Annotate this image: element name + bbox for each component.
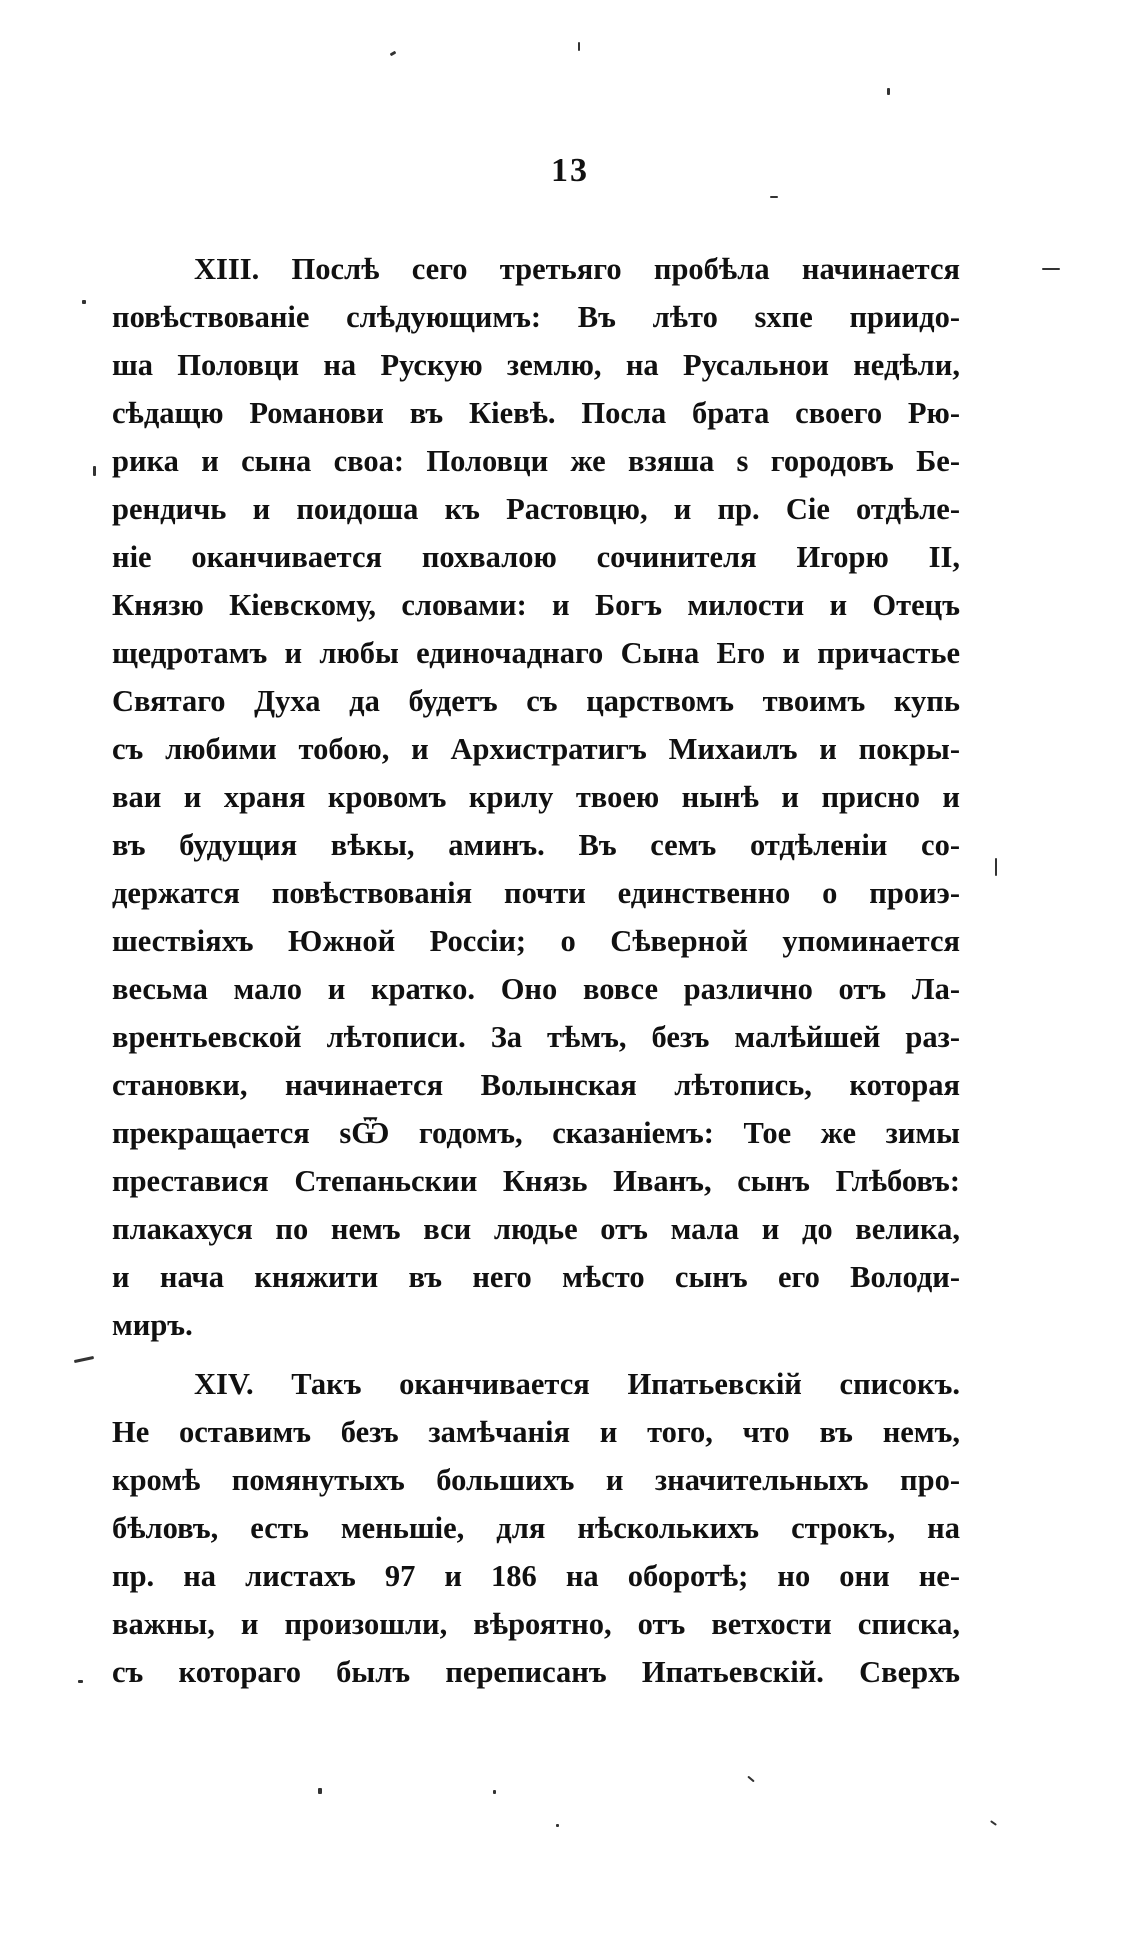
text-line: прекращается ѕѾ годомъ, сказаніемъ: Тое же зимы	[112, 1116, 960, 1150]
text-line: ніе оканчивается похвалою сочинителя Игорю II,	[112, 540, 960, 574]
text-line: ша Половци на Рускую землю, на Русальнои недѣли,	[112, 348, 960, 382]
text-line: преставися Степаньскии Князь Иванъ, сынъ Глѣбовъ:	[112, 1164, 960, 1198]
page-number: 13	[551, 152, 589, 189]
scan-speck	[747, 1776, 754, 1783]
scan-speck	[390, 51, 397, 57]
text-line: повѣствованіе слѣдующимъ: Въ лѣто ѕхпе приидо-	[112, 300, 960, 334]
scan-speck	[318, 1788, 322, 1794]
scan-speck	[78, 1680, 83, 1683]
section-xiv-paragraph	[112, 1360, 960, 1696]
scan-speck	[93, 466, 96, 476]
scan-speck	[995, 858, 997, 876]
text-line: держатся повѣствованія почти единственно о проиэ-	[112, 876, 960, 910]
text-line: шествіяхъ Южной Россіи; о Сѣверной упоминается	[112, 924, 960, 958]
text-line: пр. на листахъ 97 и 186 на оборотѣ; но они не-	[112, 1559, 960, 1593]
text-line: Святаго Духа да будетъ съ царствомъ твоимъ купь	[112, 684, 960, 718]
scan-speck	[493, 1790, 496, 1794]
scan-speck	[74, 1356, 94, 1363]
text-line: съ любими тобою, и Архистратигъ Михаилъ и покры-	[112, 732, 960, 766]
text-line: Не оставимъ безъ замѣчанія и того, что въ немъ,	[112, 1415, 960, 1449]
text-line: съ котораго былъ переписанъ Ипатьевскій. Сверхъ	[112, 1655, 960, 1689]
scan-speck	[887, 88, 890, 95]
scan-speck	[1042, 268, 1060, 270]
text-line: сѣдащю Романови въ Кіевѣ. Посла брата своего Рю-	[112, 396, 960, 430]
text-line: XIII. Послѣ сего третьяго пробѣла начинается	[194, 252, 960, 286]
text-line: миръ.	[112, 1308, 193, 1342]
scan-speck	[82, 300, 86, 304]
text-line: бѣловъ, есть меньшіе, для нѣсколькихъ строкъ, на	[112, 1511, 960, 1545]
text-line: весьма мало и кратко. Оно вовсе различно отъ Ла-	[112, 972, 960, 1006]
text-line: кромѣ помянутыхъ большихъ и значительныхъ про-	[112, 1463, 960, 1497]
text-line: плакахуся по немъ вси людье отъ мала и до велика,	[112, 1212, 960, 1246]
text-line: становки, начинается Волынская лѣтопись, которая	[112, 1068, 960, 1102]
text-line: XIV. Такъ оканчивается Ипатьевскій списокъ.	[194, 1367, 960, 1401]
text-line: рендичь и поидоша къ Растовцю, и пр. Сіе отдѣле-	[112, 492, 960, 526]
text-line: въ будущия вѣкы, аминъ. Въ семъ отдѣленіи со-	[112, 828, 960, 862]
text-line: ваи и храня кровомъ крилу твоею нынѣ и присно и	[112, 780, 960, 814]
scan-speck	[770, 196, 778, 198]
text-line: важны, и произошли, вѣроятно, отъ ветхости списка,	[112, 1607, 960, 1641]
scan-speck	[990, 1820, 997, 1826]
text-line: Князю Кіевскому, словами: и Богъ милости и Отецъ	[112, 588, 960, 622]
scan-speck	[578, 42, 580, 51]
scan-speck	[556, 1824, 559, 1827]
text-line: рика и сына своа: Половци же взяша ѕ городовъ Бе-	[112, 444, 960, 478]
text-line: и нача княжити въ него мѣсто сынъ его Володи-	[112, 1260, 960, 1294]
text-line: щедротамъ и любы единочаднаго Сына Его и причастье	[112, 636, 960, 670]
text-line: врентьевской лѣтописи. За тѣмъ, безъ малѣйшей раз-	[112, 1020, 960, 1054]
section-xiii-paragraph	[112, 245, 960, 1349]
